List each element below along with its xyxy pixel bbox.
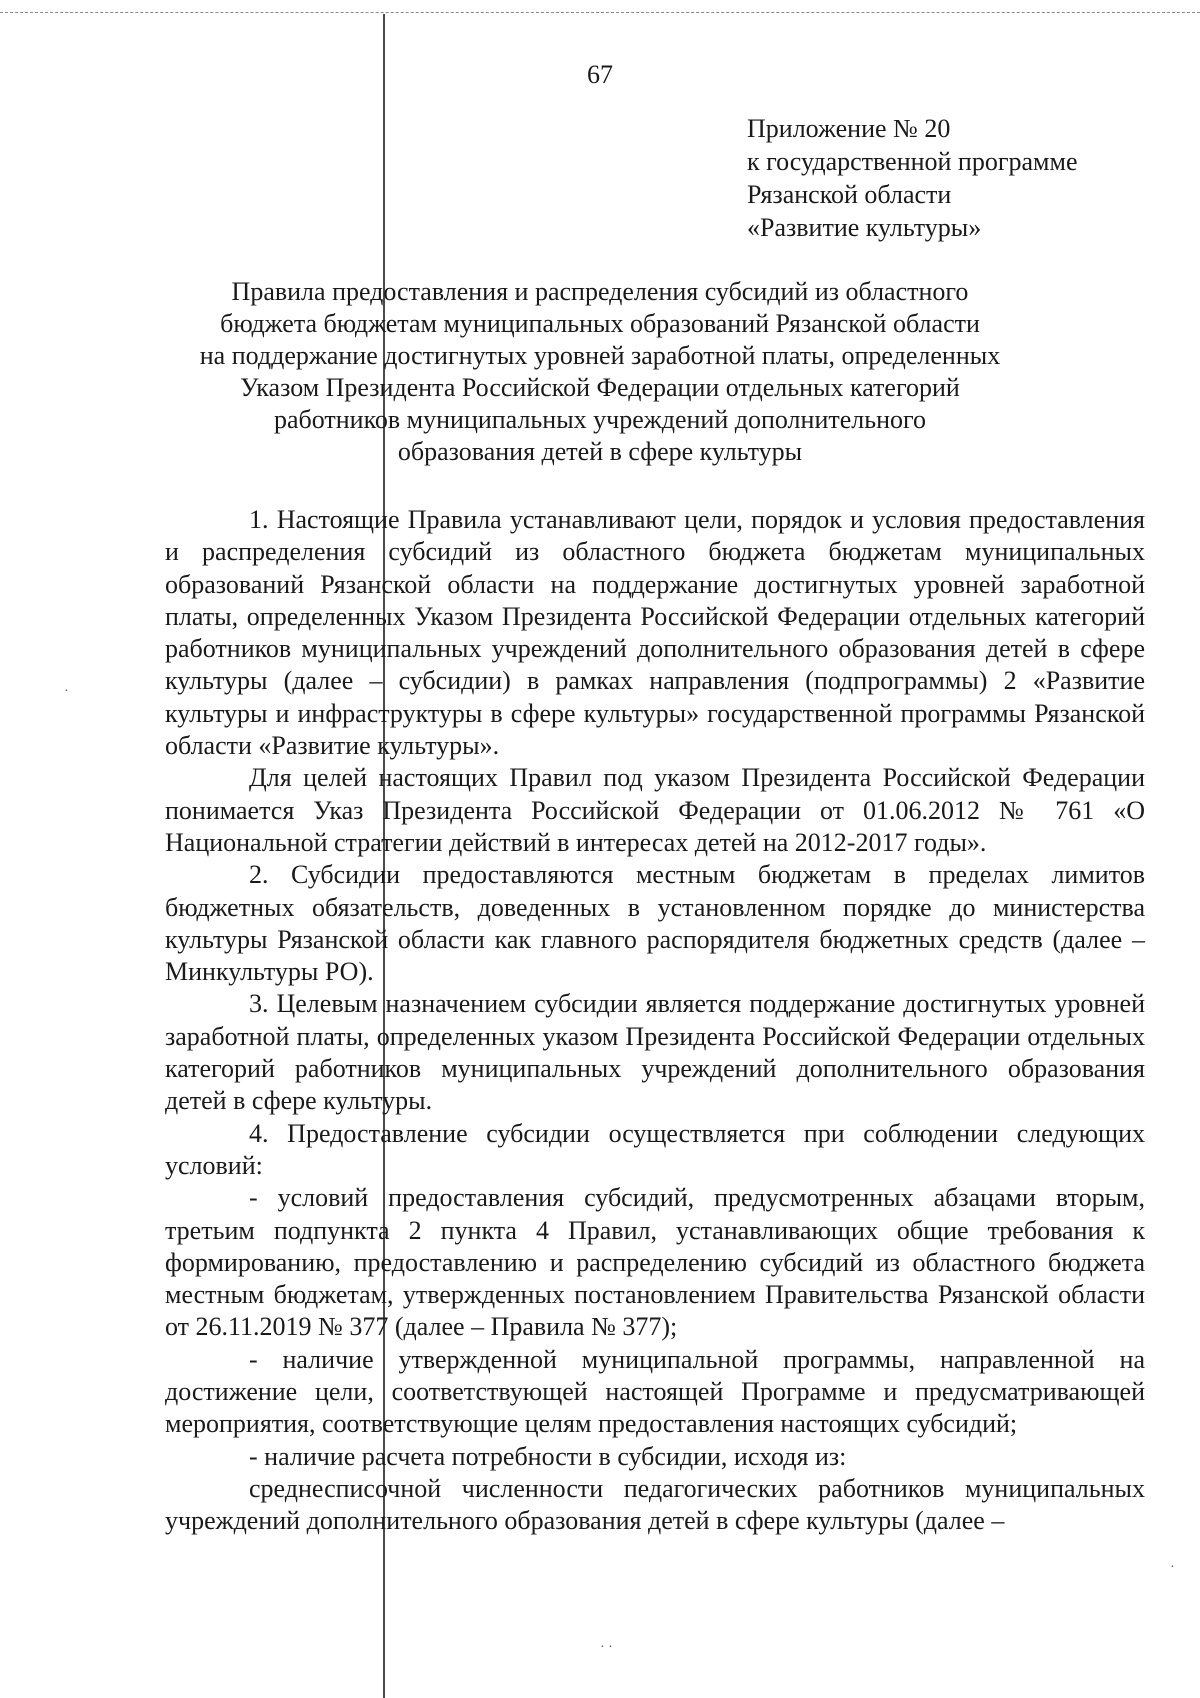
title-line: бюджета бюджетам муниципальных образований Рязанской области: [220, 309, 980, 338]
paragraph-continuation: среднесписочной численности педагогических работников муниципальных учреждений дополнительного образования детей в сфере культуры (далее –: [165, 1473, 1145, 1536]
paragraph-item-1: 1. Настоящие Правила устанавливают цели, порядок и условия предоставления и распределения субсидий из областного бюджета бюджетам муниципальных образований Рязанской области на поддержание достигнутых уровней заработной платы, определенных Указом Президента Российской Федерации отдельных категорий работников муниципальных учреждений дополнительного образования детей в сфере культуры (далее – субсидии) в рамках направления (подпрограммы) 2 «Развитие культуры и инфраструктуры в сфере культуры» государственной программы Рязанской области «Развитие культуры».: [165, 505, 1145, 761]
paragraph-definition: Для целей настоящих Правил под указом Президента Российской Федерации понимается Указ Президента Российской Федерации от 01.06.2012 № 761 «О Национальной стратегии действий в интересах детей на 2012-2017 годы».: [165, 763, 1145, 857]
appendix-line: к государственной программе: [747, 147, 1078, 176]
paragraph-item-3: 3. Целевым назначением субсидии является поддержание достигнутых уровней заработной платы, определенных указом Президента Российской Федерации отдельных категорий работников муниципальных учреждений дополнительного образования детей в сфере культуры.: [165, 989, 1145, 1116]
title-line: работников муниципальных учреждений дополнительного: [273, 405, 927, 434]
document-title: [150, 276, 1050, 468]
title-line: образования детей в сфере культуры: [397, 437, 803, 466]
appendix-line: Приложение № 20: [747, 114, 951, 143]
title-line: Указом Президента Российской Федерации отдельных категорий: [240, 373, 960, 402]
appendix-line: Рязанской области: [747, 180, 952, 209]
scan-edge-line: [0, 12, 1200, 13]
title-line: Правила предоставления и распределения субсидий из областного: [231, 277, 969, 306]
title-line: на поддержание достигнутых уровней заработной платы, определенных: [199, 341, 1001, 370]
document-body: [165, 504, 1145, 1538]
condition-item: - условий предоставления субсидий, предусмотренных абзацами вторым, третьим подпункта 2 пункта 4 Правил, устанавливающих общие требования к формированию, предоставлению и распределению субсидий из областного бюджета местным бюджетам, утвержденных постановлением Правительства Рязанской области от 26.11.2019 № 377 (далее – Правила № 377);: [165, 1183, 1145, 1342]
appendix-line: «Развитие культуры»: [747, 213, 982, 242]
appendix-header: [747, 112, 1078, 244]
page-number: 67: [587, 60, 613, 89]
scan-speck: · ·: [600, 1640, 613, 1655]
condition-item: - наличие утвержденной муниципальной программы, направленной на достижение цели, соответствующей настоящей Программе и предусматривающей мероприятия, соответствующие целям предоставления настоящих субсидий;: [165, 1344, 1145, 1439]
condition-item: - наличие расчета потребности в субсидии, исходя из:: [249, 1441, 847, 1471]
scan-speck: ·: [64, 684, 69, 699]
scan-speck: ·: [1170, 1560, 1175, 1575]
paragraph-item-2: 2. Субсидии предоставляются местным бюджетам в пределах лимитов бюджетных обязательств, доведенных в установленном порядке до министерства культуры Рязанской области как главного распорядителя бюджетных средств (далее – Минкультуры РО).: [165, 860, 1145, 987]
paragraph-item-4: 4. Предоставление субсидии осуществляется при соблюдении следующих условий:: [165, 1118, 1145, 1180]
